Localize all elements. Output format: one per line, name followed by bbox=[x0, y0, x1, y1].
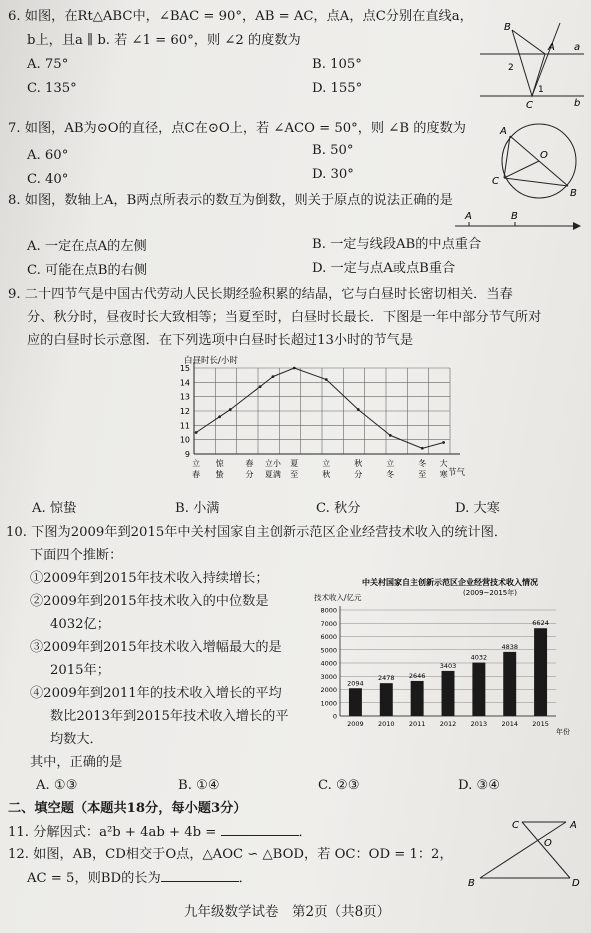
y-tick-label: 11 bbox=[179, 421, 190, 431]
bar-2011 bbox=[411, 681, 424, 716]
q6-line1: 6. 如图，在Rt△ABC中，∠BAC = 90°，AB = AC，点A，点C分别在直线a， bbox=[8, 9, 473, 24]
y-tick-label: 4000 bbox=[320, 659, 337, 668]
q11-answer-blank[interactable] bbox=[221, 823, 299, 836]
data-point-春分 bbox=[229, 408, 232, 411]
data-label: 2094 bbox=[347, 679, 364, 688]
revenue-chart bbox=[312, 576, 574, 742]
bar-2015 bbox=[534, 628, 547, 716]
x-tick-label: 秋 bbox=[354, 459, 363, 468]
section-heading: 二、填空题（本题共18分，每小题3分） bbox=[8, 801, 247, 816]
y-tick-label: 10 bbox=[179, 435, 190, 445]
data-point-秋分 bbox=[357, 408, 360, 411]
q10-statement-2b: 4032亿； bbox=[50, 617, 110, 632]
y-tick-label: 2000 bbox=[320, 686, 337, 694]
y-tick-label: 5000 bbox=[320, 646, 337, 655]
x-tick-label: 分 bbox=[245, 470, 254, 479]
q11-line: 11. 分解因式：a²b + 4ab + 4b = ． bbox=[8, 825, 312, 840]
y-tick-label: 8000 bbox=[320, 606, 337, 615]
q6-option-d: D. 155° bbox=[312, 81, 363, 96]
data-point-立春 bbox=[195, 431, 198, 434]
y-tick-label: 7000 bbox=[320, 619, 337, 628]
q10-statement-4c: 均数大． bbox=[50, 732, 103, 747]
q9-option-b: B. 小满 bbox=[175, 501, 220, 516]
q8-number-line bbox=[453, 208, 583, 234]
q7-option-c: C. 40° bbox=[27, 172, 69, 187]
q8-option-d: D. 一定与点A或点B重合 bbox=[312, 261, 456, 276]
q10-statement-1: ①2009年到2015年技术收入持续增长； bbox=[30, 571, 269, 586]
q7-figure bbox=[484, 118, 588, 204]
q12-label-o: O bbox=[544, 838, 552, 849]
x-tick-label: 大 bbox=[439, 459, 448, 468]
x-tick-label: 分 bbox=[354, 470, 363, 479]
data-label: 3403 bbox=[439, 661, 457, 670]
x-tick-label: 夏 bbox=[290, 459, 299, 468]
bar-2010 bbox=[380, 683, 393, 716]
q12-label-d: D bbox=[572, 878, 580, 889]
q8-option-b: B. 一定与线段AB的中点重合 bbox=[312, 237, 482, 252]
q7-option-b: B. 50° bbox=[312, 143, 354, 158]
x-tick-label: 2009 bbox=[347, 720, 364, 728]
x-tick-label: 2013 bbox=[470, 720, 488, 728]
x-tick-label: 蛰 bbox=[215, 470, 224, 479]
series-line bbox=[196, 368, 444, 448]
data-point-立秋 bbox=[325, 378, 328, 381]
data-point-夏至 bbox=[293, 367, 296, 370]
x-tick-label: 立 bbox=[192, 459, 201, 468]
data-point-冬至 bbox=[421, 447, 424, 450]
x-tick-label: 至 bbox=[290, 470, 299, 479]
q9-option-a: A. 惊蛰 bbox=[32, 501, 77, 516]
data-point-立夏 bbox=[259, 385, 262, 388]
q10-option-d: D. ③④ bbox=[458, 778, 501, 793]
q10-question: 其中，正确的是 bbox=[30, 755, 123, 770]
q12-line1: 12. 如图，AB，CD相交于O点，△AOC ∽ △BOD，若 OC：OD = 1：2， bbox=[8, 847, 453, 862]
data-point-小满 bbox=[272, 375, 275, 378]
q6-label-line-a: a bbox=[574, 42, 581, 53]
y-tick-label: 3000 bbox=[320, 672, 337, 681]
q12-label-b: B bbox=[468, 878, 475, 889]
q9-line3: 应的白昼时长示意图．在下列选项中白昼时长超过13小时的节气是 bbox=[27, 333, 414, 348]
x-tick-label: 2014 bbox=[501, 720, 518, 728]
q9-line1: 9. 二十四节气是中国古代劳动人民长期经验积累的结晶，它与白昼时长密切相关．当春 bbox=[8, 287, 513, 302]
q8-label-b: B bbox=[511, 211, 518, 222]
bar-2014 bbox=[503, 652, 516, 716]
y-tick-label: 9 bbox=[184, 450, 190, 459]
x-tick-label: 寒 bbox=[439, 470, 448, 479]
q7-option-d: D. 30° bbox=[312, 167, 354, 182]
q6-line2: b上，且a ∥ b. 若 ∠1 = 60°，则 ∠2 的度数为 bbox=[27, 33, 301, 48]
q9-option-c: C. 秋分 bbox=[316, 501, 361, 516]
q12-figure bbox=[466, 814, 586, 890]
x-tick-label: 2010 bbox=[378, 720, 395, 728]
data-label: 2646 bbox=[408, 671, 426, 680]
q6-option-b: B. 105° bbox=[312, 57, 362, 72]
q7-label-c: C bbox=[492, 176, 499, 187]
q10-line2: 下面四个推断： bbox=[30, 548, 123, 563]
x-tick-label: 春 bbox=[245, 459, 254, 468]
x-tick-label: 至 bbox=[418, 470, 427, 479]
page-footer: 九年级数学试卷 第2页（共8页） bbox=[184, 904, 391, 920]
q8-label-a: A bbox=[465, 211, 472, 222]
q6-angle-1: 1 bbox=[538, 85, 544, 95]
q10-option-c: C. ②③ bbox=[318, 778, 360, 793]
x-tick-label: 冬 bbox=[418, 459, 427, 468]
q10-statement-3b: 2015年； bbox=[50, 663, 110, 678]
x-tick-label: 2012 bbox=[439, 720, 457, 728]
x-tick-label: 春 bbox=[192, 470, 201, 479]
q7-label-a: A bbox=[500, 126, 507, 137]
y-tick-label: 0 bbox=[332, 712, 337, 721]
q12-line2: AC = 5，则BD的长为 ． bbox=[27, 871, 252, 886]
y-tick-label: 1000 bbox=[320, 699, 337, 708]
x-tick-label: 立 bbox=[322, 459, 331, 468]
q8-option-a: A. 一定在点A的左侧 bbox=[27, 239, 147, 254]
q12-answer-blank[interactable] bbox=[161, 869, 239, 882]
q6-label-a: A bbox=[548, 42, 555, 53]
q10-option-a: A. ①③ bbox=[36, 778, 78, 793]
q12-text: AC = 5，则BD的长为 bbox=[27, 871, 161, 886]
x-tick-label: 秋 bbox=[322, 470, 331, 479]
chart-x-axis-label: 节气 bbox=[448, 468, 466, 478]
y-tick-label: 13 bbox=[179, 392, 190, 402]
bar-2012 bbox=[442, 671, 455, 716]
chart-subtitle: (2009~2015年) bbox=[463, 589, 517, 597]
q10-line1: 10. 下图为2009年到2015年中关村国家自主创新示范区企业经营技术收入的统计图． bbox=[6, 525, 508, 540]
q12-label-a: A bbox=[570, 820, 577, 831]
data-point-大寒 bbox=[442, 441, 445, 444]
x-tick-label: 立 bbox=[386, 459, 395, 468]
q10-statement-3a: ③2009年到2015年技术收入增幅最大的是 bbox=[30, 640, 282, 655]
q10-option-b: B. ①④ bbox=[178, 778, 220, 793]
q6-angle-2: 2 bbox=[508, 63, 514, 73]
data-label: 6624 bbox=[532, 619, 549, 628]
q8-option-c: C. 可能在点B的右侧 bbox=[27, 263, 148, 278]
q10-statement-4a: ④2009年到2011年的技术收入增长的平均 bbox=[30, 686, 282, 701]
x-tick-label: 惊 bbox=[215, 459, 224, 468]
y-tick-label: 14 bbox=[179, 378, 190, 388]
chart-y-axis-label: 白昼时长/小时 bbox=[184, 356, 238, 366]
q10-statement-2a: ②2009年到2015年技术收入的中位数是 bbox=[30, 594, 269, 609]
chart-y-axis-label: 技术收入/亿元 bbox=[314, 593, 362, 602]
x-tick-label: 夏满 bbox=[264, 470, 281, 479]
daylight-chart bbox=[168, 354, 468, 496]
q7-line1: 7. 如图，AB为⊙O的直径，点C在⊙O上，若 ∠ACO = 50°，则 ∠B 的度数为 bbox=[8, 121, 466, 136]
q9-option-d: D. 大寒 bbox=[455, 501, 500, 516]
q7-label-o: O bbox=[540, 150, 548, 161]
q10-statement-4b: 数比2013年到2015年技术收入增长的平 bbox=[50, 709, 289, 724]
chart-x-axis-label: 年份 bbox=[556, 728, 570, 736]
data-label: 2478 bbox=[378, 674, 395, 683]
q12-label-c: C bbox=[512, 820, 519, 831]
data-label: 4032 bbox=[470, 653, 488, 662]
q8-line1: 8. 如图，数轴上A，B两点所表示的数互为倒数，则关于原点的说法正确的是 bbox=[8, 193, 453, 208]
y-tick-label: 12 bbox=[179, 407, 190, 416]
q9-line2: 分、秋分时，昼夜时长大致相等；当夏至时，白昼时长最长．下图是一年中部分节气所对 bbox=[27, 310, 542, 325]
q6-label-b: B bbox=[504, 22, 511, 33]
q6-option-c: C. 135° bbox=[27, 81, 77, 96]
data-label: 4838 bbox=[501, 642, 518, 651]
data-point-立冬 bbox=[389, 434, 392, 437]
q7-label-b: B bbox=[570, 188, 577, 199]
q7-option-a: A. 60° bbox=[27, 148, 69, 163]
bar-2013 bbox=[472, 663, 485, 716]
chart-title: 中关村国家自主创新示范区企业经营技术收入情况 bbox=[362, 578, 538, 587]
x-tick-label: 2011 bbox=[408, 720, 426, 728]
q6-figure bbox=[470, 18, 588, 110]
q6-label-line-b: b bbox=[574, 98, 581, 109]
x-tick-label: 立小 bbox=[264, 459, 281, 468]
bar-2009 bbox=[349, 688, 362, 716]
y-tick-label: 6000 bbox=[320, 633, 337, 641]
x-tick-label: 冬 bbox=[386, 470, 395, 479]
data-point-惊蛰 bbox=[218, 415, 221, 418]
x-tick-label: 2015 bbox=[532, 720, 549, 728]
q11-text: 11. 分解因式：a²b + 4ab + 4b = bbox=[8, 825, 217, 840]
q6-option-a: A. 75° bbox=[27, 57, 69, 72]
q6-label-c: C bbox=[526, 100, 533, 110]
y-tick-label: 15 bbox=[179, 364, 190, 373]
